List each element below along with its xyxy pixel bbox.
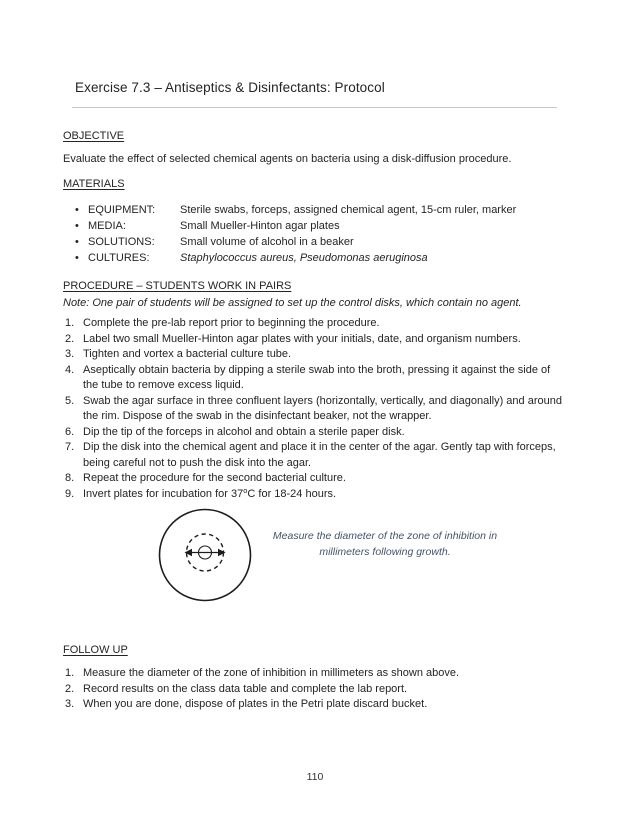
step-number: 8.	[65, 472, 75, 484]
page-number: 110	[306, 771, 324, 783]
material-value: Small volume of alcohol in a beaker	[180, 236, 354, 248]
step-text-segment: Invert plates for incubation for 37	[83, 487, 244, 500]
step-text	[83, 487, 565, 503]
procedure-step	[63, 440, 565, 471]
step-number: 7.	[65, 441, 75, 453]
materials-item-solutions	[63, 234, 575, 250]
step-number: 3.	[65, 348, 75, 360]
procedure-steps-list	[63, 316, 565, 502]
follow-up-heading: FOLLOW UP	[63, 644, 128, 656]
procedure-heading: PROCEDURE – STUDENTS WORK IN PAIRS	[63, 280, 292, 292]
procedure-step-incubation	[63, 487, 565, 503]
degree-superscript: o	[243, 485, 248, 495]
procedure-step	[63, 394, 565, 425]
material-label: SOLUTIONS:	[88, 236, 155, 248]
follow-up-steps-list	[63, 666, 569, 713]
material-value: Small Mueller-Hinton agar plates	[180, 220, 340, 232]
zone-of-inhibition-diagram	[155, 504, 259, 608]
title-divider	[72, 107, 557, 108]
materials-item-equipment	[63, 202, 575, 218]
material-label: MEDIA:	[88, 220, 126, 232]
step-number: 4.	[65, 363, 75, 376]
materials-list	[63, 202, 575, 266]
arrowhead-right-icon	[218, 549, 226, 557]
procedure-step	[63, 332, 565, 348]
step-text: Dip the disk into the chemical agent and place it in the center of the agar. Gently tap with forceps, being careful not to push the disk into the agar.	[83, 441, 556, 469]
page-title: Exercise 7.3 – Antiseptics & Disinfectants: Protocol	[75, 80, 385, 95]
bullet-icon: •	[75, 204, 79, 216]
follow-up-step	[63, 682, 569, 698]
step-number: 1.	[65, 667, 75, 679]
diagram-caption: Measure the diameter of the zone of inhibition in millimeters following growth.	[272, 530, 498, 558]
objective-heading: OBJECTIVE	[63, 130, 125, 142]
step-number: 1.	[65, 317, 75, 329]
step-text: Repeat the procedure for the second bacterial culture.	[83, 472, 346, 484]
step-number: 2.	[65, 682, 75, 695]
procedure-step	[63, 471, 565, 487]
step-text: Label two small Mueller-Hinton agar plates with your initials, date, and organism numbers.	[83, 332, 521, 345]
step-text-segment: C for 18-24 hours.	[247, 487, 337, 500]
step-text: Swab the agar surface in three confluent layers (horizontally, vertically, and diagonally) and around the rim. Dispose of the swab in the disinfectant beaker, not the wrapper.	[83, 394, 562, 422]
step-text: Dip the tip of the forceps in alcohol and obtain a sterile paper disk.	[83, 425, 405, 438]
step-text: When you are done, dispose of plates in the Petri plate discard bucket.	[83, 698, 428, 710]
objective-text: Evaluate the effect of selected chemical agents on bacteria using a disk-diffusion procedure.	[63, 153, 512, 165]
step-number: 2.	[65, 332, 75, 345]
step-text: Complete the pre-lab report prior to beginning the procedure.	[83, 317, 380, 329]
materials-item-cultures	[63, 250, 575, 266]
material-value-organisms: Staphylococcus aureus, Pseudomonas aeruginosa	[180, 252, 428, 264]
step-text: Aseptically obtain bacteria by dipping a sterile swab into the broth, pressing it against the side of the tube to remove excess liquid.	[83, 363, 551, 391]
follow-up-step	[63, 666, 569, 682]
procedure-step	[63, 425, 565, 441]
procedure-step	[63, 363, 565, 394]
materials-heading: MATERIALS	[63, 178, 125, 190]
arrowhead-left-icon	[185, 549, 193, 557]
procedure-step	[63, 347, 565, 363]
step-text: Tighten and vortex a bacterial culture tube.	[83, 348, 292, 360]
material-value: Sterile swabs, forceps, assigned chemical agent, 15-cm ruler, marker	[180, 204, 517, 216]
procedure-step	[63, 316, 565, 332]
procedure-note: Note: One pair of students will be assigned to set up the control disks, which contain no agent.	[63, 297, 522, 309]
materials-item-media	[63, 218, 575, 234]
step-text: Measure the diameter of the zone of inhibition in millimeters as shown above.	[83, 667, 460, 679]
material-label: CULTURES:	[88, 252, 150, 264]
step-number: 6.	[65, 425, 75, 438]
step-number: 3.	[65, 698, 75, 710]
petri-plate-circle	[160, 510, 251, 601]
bullet-icon: •	[75, 220, 79, 232]
step-number: 9.	[65, 487, 75, 500]
follow-up-step	[63, 697, 569, 713]
bullet-icon: •	[75, 252, 79, 264]
bullet-icon: •	[75, 236, 79, 248]
step-text: Record results on the class data table and complete the lab report.	[83, 682, 408, 695]
material-label: EQUIPMENT:	[88, 204, 156, 216]
step-number: 5.	[65, 394, 75, 407]
